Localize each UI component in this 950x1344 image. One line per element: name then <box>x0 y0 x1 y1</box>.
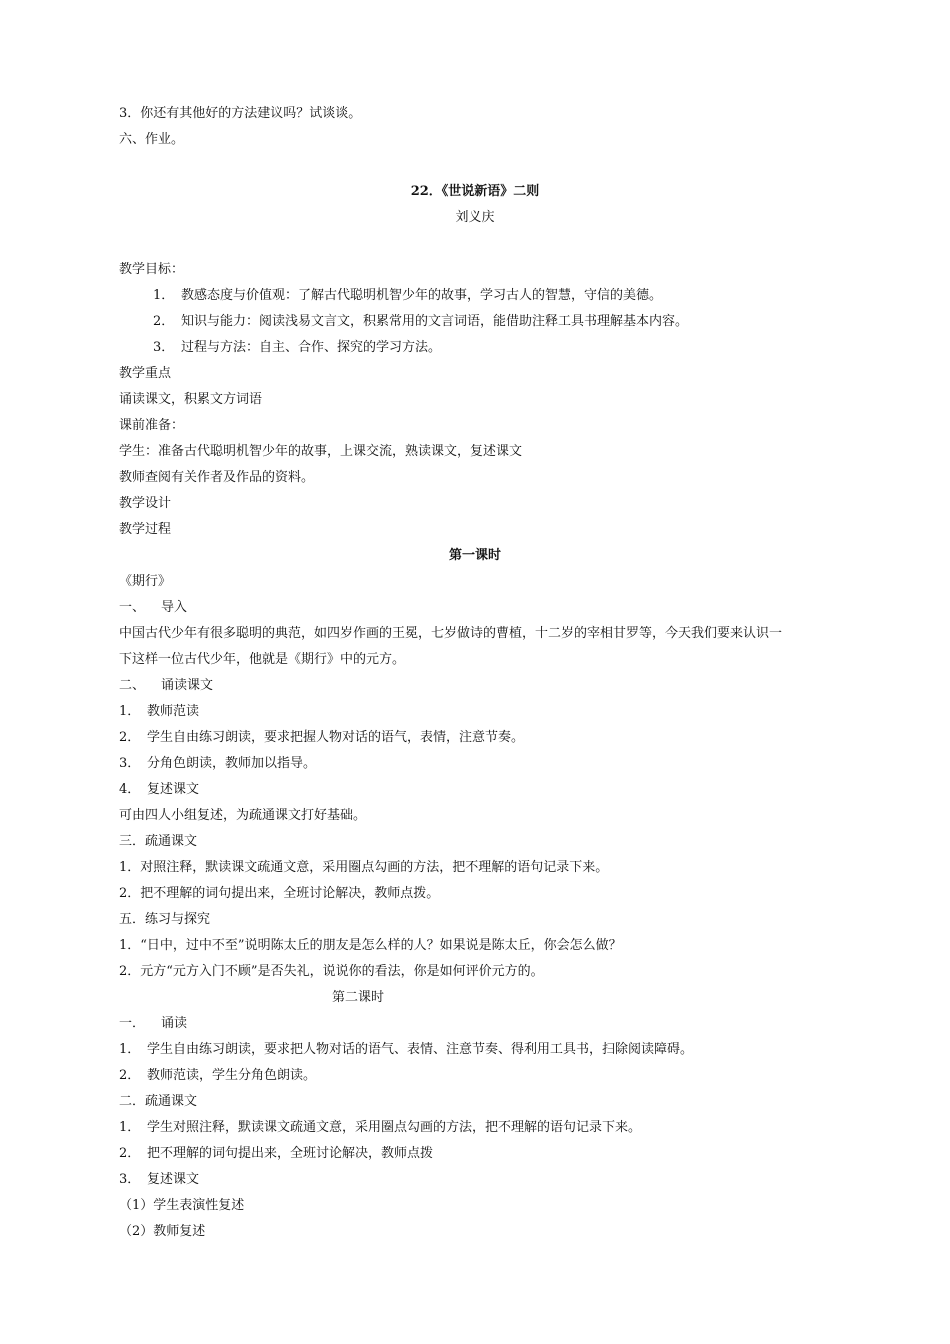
item-text: 教师范读 <box>147 704 200 719</box>
paragraph: 可由四人小组复述，为疏通课文打好基础。 <box>119 808 367 823</box>
list-item <box>119 1120 641 1136</box>
paragraph: 3．你还有其他好的方法建议吗？试谈谈。 <box>119 106 362 121</box>
goal-number: 3． <box>153 340 175 355</box>
list-item <box>119 756 316 772</box>
lesson-title: 22．《世说新语》二则 <box>410 184 540 199</box>
goal-text: 知识与能力：阅读浅易文言文，积累常用的文言词语，能借助注释工具书理解基本内容。 <box>181 314 689 329</box>
text-title: 《期行》 <box>119 574 172 589</box>
item-text: 教师范读，学生分角色朗读。 <box>147 1068 317 1083</box>
item-text: 分角色朗读，教师加以指导。 <box>147 756 317 771</box>
step-heading <box>119 600 187 616</box>
step-heading <box>119 1016 187 1032</box>
goal-number: 2． <box>153 314 175 329</box>
step-text: 诵读课文 <box>161 678 214 693</box>
list-item <box>119 704 199 720</box>
item-number: 2． <box>119 730 141 745</box>
item-text: 学生自由练习朗读，要求把人物对话的语气、表情、注意节奏、得利用工具书，扫除阅读障碍。 <box>147 1042 694 1057</box>
step-number: 一． <box>119 1016 146 1031</box>
list-item: 2．把不理解的词句提出来，全班讨论解决，教师点拨。 <box>119 886 440 901</box>
list-item <box>119 1068 316 1084</box>
goal-item <box>153 288 662 304</box>
goal-text: 教感态度与价值观：了解古代聪明机智少年的故事，学习古人的智慧，守信的美德。 <box>181 288 663 303</box>
step-number: 一、 <box>119 600 146 615</box>
paragraph: 诵读课文，积累文方词语 <box>119 392 263 407</box>
item-text: 复述课文 <box>147 1172 200 1187</box>
item-number: 2． <box>119 1068 141 1083</box>
section-heading: 教学过程 <box>119 522 172 537</box>
goal-text: 过程与方法：自主、合作、探究的学习方法。 <box>181 340 442 355</box>
paragraph: 中国古代少年有很多聪明的典范，如四岁作画的王冕，七岁做诗的曹植，十二岁的宰相甘罗等，今天我们要来认识一 <box>119 626 783 641</box>
item-text: 学生自由练习朗读，要求把握人物对话的语气，表情，注意节奏。 <box>147 730 525 745</box>
step-text: 诵读 <box>161 1016 188 1031</box>
sub-item: （2）教师复述 <box>119 1224 206 1239</box>
item-number: 2． <box>119 1146 141 1161</box>
step-heading: 三．疏通课文 <box>119 834 198 849</box>
step-number: 二、 <box>119 678 146 693</box>
list-item: 1．“日中，过中不至”说明陈太丘的朋友是怎么样的人？如果说是陈太丘，你会怎么做？ <box>119 938 622 953</box>
item-text: 学生对照注释，默读课文疏通文意，采用圈点勾画的方法，把不理解的语句记录下来。 <box>147 1120 642 1135</box>
item-number: 3． <box>119 1172 141 1187</box>
section-heading: 教学重点 <box>119 366 172 381</box>
step-heading: 二．疏通课文 <box>119 1094 198 1109</box>
item-number: 4． <box>119 782 141 797</box>
paragraph: 教师查阅有关作者及作品的资料。 <box>119 470 315 485</box>
section-heading: 课前准备： <box>119 418 185 433</box>
goal-item <box>153 314 688 330</box>
list-item: 2．元方“元方入门不顾”是否失礼，说说你的看法，你是如何评价元方的。 <box>119 964 544 979</box>
item-number: 3． <box>119 756 141 771</box>
item-number: 1． <box>119 704 141 719</box>
list-item <box>119 1172 199 1188</box>
list-item <box>119 1146 433 1162</box>
list-item <box>119 1042 693 1058</box>
lesson-heading: 第一课时 <box>448 548 501 563</box>
list-item <box>119 782 199 798</box>
list-item: 1．对照注释，默读课文疏通文意，采用圈点勾画的方法，把不理解的语句记录下来。 <box>119 860 609 875</box>
section-heading: 教学目标： <box>119 262 185 277</box>
item-text: 复述课文 <box>147 782 200 797</box>
author: 刘义庆 <box>455 210 495 225</box>
paragraph: 下这样一位古代少年，他就是《期行》中的元方。 <box>119 652 406 667</box>
paragraph: 六、作业。 <box>119 132 185 147</box>
step-heading: 五．练习与探究 <box>119 912 211 927</box>
lesson-heading: 第二课时 <box>331 990 384 1005</box>
item-number: 1． <box>119 1120 141 1135</box>
item-text: 把不理解的词句提出来，全班讨论解决，教师点拨 <box>147 1146 434 1161</box>
goal-number: 1． <box>153 288 175 303</box>
list-item <box>119 730 524 746</box>
sub-item: （1）学生表演性复述 <box>119 1198 245 1213</box>
paragraph: 学生：准备古代聪明机智少年的故事，上课交流，熟读课文，复述课文 <box>119 444 523 459</box>
section-heading: 教学设计 <box>119 496 172 511</box>
step-heading <box>119 678 213 694</box>
item-number: 1． <box>119 1042 141 1057</box>
goal-item <box>153 340 441 356</box>
step-text: 导入 <box>161 600 188 615</box>
